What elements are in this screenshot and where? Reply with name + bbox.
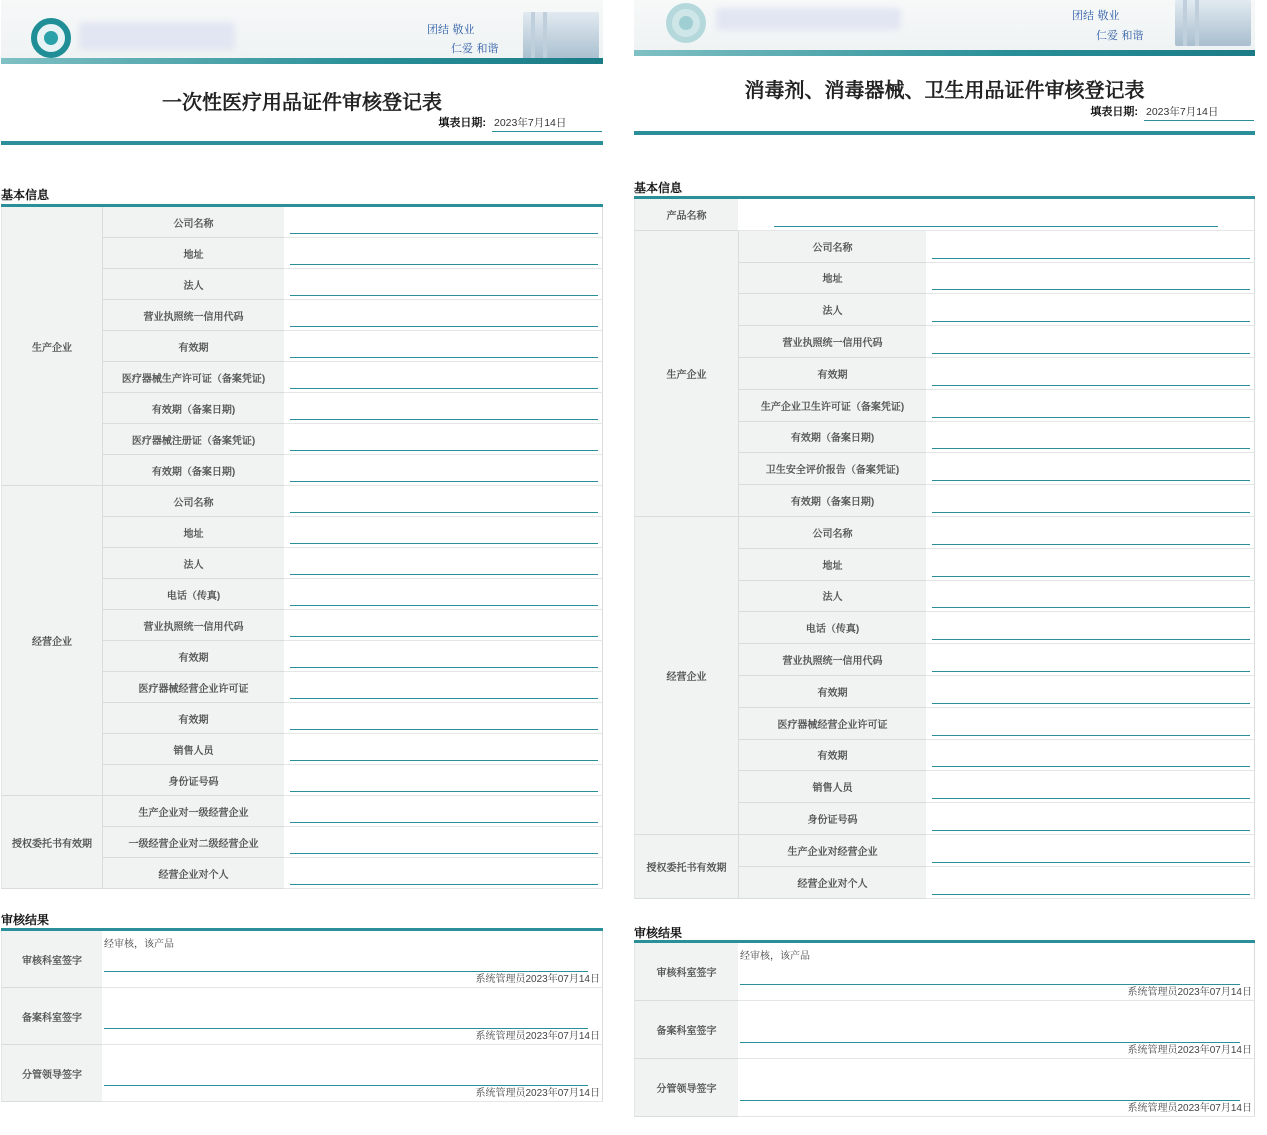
field-input[interactable] xyxy=(926,390,1255,422)
field-input[interactable] xyxy=(284,300,603,331)
field-input[interactable] xyxy=(284,238,603,269)
field-input-line xyxy=(290,481,598,482)
group-label: 经营企业 xyxy=(1,486,102,796)
date-label: 填表日期: xyxy=(438,117,486,129)
field-input[interactable] xyxy=(926,422,1255,454)
field-input[interactable] xyxy=(926,581,1255,613)
field-input[interactable] xyxy=(284,269,603,300)
field-input-line xyxy=(932,766,1250,767)
field-label: 法人 xyxy=(102,548,284,579)
field-input-line xyxy=(290,357,598,358)
section-review-result: 审核结果 xyxy=(634,926,683,940)
review-signature: 系统管理员2023年07月14日 xyxy=(1127,987,1252,998)
section-review-result: 审核结果 xyxy=(1,913,50,927)
field-input[interactable] xyxy=(926,549,1255,581)
field-input-line xyxy=(290,295,598,296)
field-input[interactable] xyxy=(284,393,603,424)
field-label: 营业执照统一信用代码 xyxy=(738,644,926,676)
field-label: 地址 xyxy=(102,517,284,548)
section-basic-info: 基本信息 xyxy=(634,181,683,195)
field-input[interactable] xyxy=(926,771,1255,803)
banner-stripe xyxy=(634,50,1255,56)
review-field[interactable] xyxy=(102,931,603,988)
field-input-line xyxy=(290,667,598,668)
field-label: 生产企业卫生许可证（备案凭证) xyxy=(738,390,926,422)
field-input-line xyxy=(290,543,598,544)
field-input-line xyxy=(932,385,1250,386)
field-input[interactable] xyxy=(926,453,1255,485)
field-input-line xyxy=(290,512,598,513)
title-separator xyxy=(1,141,603,145)
field-input-line xyxy=(290,698,598,699)
field-input[interactable] xyxy=(926,231,1255,263)
field-label: 有效期（备案日期) xyxy=(102,393,284,424)
field-input[interactable] xyxy=(926,740,1255,772)
field-input[interactable] xyxy=(284,455,603,486)
field-label: 公司名称 xyxy=(102,207,284,238)
field-input[interactable] xyxy=(926,676,1255,708)
field-input-line xyxy=(932,417,1250,418)
field-input-line xyxy=(290,791,598,792)
review-signature: 系统管理员2023年07月14日 xyxy=(1127,1103,1252,1114)
field-label: 有效期（备案日期) xyxy=(738,485,926,517)
review-field[interactable] xyxy=(102,1045,603,1102)
field-input-line xyxy=(932,512,1250,513)
review-signature: 系统管理员2023年07月14日 xyxy=(1127,1045,1252,1056)
field-input[interactable] xyxy=(284,548,603,579)
field-label: 公司名称 xyxy=(738,231,926,263)
review-field[interactable] xyxy=(738,1059,1255,1117)
blurred-hospital-name xyxy=(79,22,235,50)
form-title: 消毒剂、消毒器械、卫生用品证件审核登记表 xyxy=(744,78,1145,102)
field-input[interactable] xyxy=(926,835,1255,867)
field-label: 法人 xyxy=(738,294,926,326)
review-field[interactable] xyxy=(102,988,603,1045)
field-label: 有效期 xyxy=(102,703,284,734)
field-label: 经营企业对个人 xyxy=(102,858,284,889)
field-label: 电话（传真) xyxy=(738,612,926,644)
field-label: 有效期 xyxy=(102,641,284,672)
date-row xyxy=(1090,103,1254,121)
review-field[interactable] xyxy=(738,943,1255,1001)
field-label: 身份证号码 xyxy=(738,803,926,835)
field-label: 地址 xyxy=(738,549,926,581)
field-label: 有效期（备案日期) xyxy=(738,422,926,454)
field-label: 医疗器械生产许可证（备案凭证) xyxy=(102,362,284,393)
header-banner xyxy=(1,0,603,64)
hospital-building-image xyxy=(1175,0,1251,46)
field-input[interactable] xyxy=(926,803,1255,835)
field-input-line xyxy=(932,703,1250,704)
blurred-hospital-name xyxy=(716,8,901,30)
field-label: 医疗器械注册证（备案凭证) xyxy=(102,424,284,455)
field-input-line xyxy=(290,605,598,606)
field-input-line xyxy=(932,544,1250,545)
field-input[interactable] xyxy=(284,517,603,548)
field-label: 营业执照统一信用代码 xyxy=(738,326,926,358)
hospital-logo-icon xyxy=(666,3,706,43)
field-input-line xyxy=(290,636,598,637)
form-title: 一次性医疗用品证件审核登记表 xyxy=(162,90,442,114)
field-input[interactable] xyxy=(284,610,603,641)
review-comment-text: 经审核，该产品 xyxy=(740,951,810,962)
field-input-line xyxy=(932,576,1250,577)
title-separator xyxy=(634,131,1255,135)
field-label: 营业执照统一信用代码 xyxy=(102,300,284,331)
field-label: 有效期 xyxy=(738,740,926,772)
review-signature-label: 分管领导签字 xyxy=(634,1059,738,1117)
field-input[interactable] xyxy=(926,517,1255,549)
motto-line1: 团结 敬业 xyxy=(427,23,475,36)
field-input-line xyxy=(932,830,1250,831)
field-label: 医疗器械经营企业许可证 xyxy=(738,708,926,740)
basic-info-table xyxy=(1,204,603,890)
field-label: 生产企业对一级经营企业 xyxy=(102,796,284,827)
review-comment-text: 经审核，该产品 xyxy=(104,939,174,950)
group-label: 授权委托书有效期 xyxy=(634,835,738,899)
review-table xyxy=(1,928,603,1130)
field-label: 法人 xyxy=(102,269,284,300)
review-signature: 系统管理员2023年07月14日 xyxy=(475,1088,600,1099)
product-name-input-line xyxy=(774,226,1218,227)
field-input[interactable] xyxy=(926,294,1255,326)
date-input[interactable]: 2023年7月14日 xyxy=(1144,104,1254,121)
field-input[interactable] xyxy=(284,362,603,393)
field-input-line xyxy=(290,450,598,451)
field-input[interactable] xyxy=(284,486,603,517)
group-label: 经营企业 xyxy=(634,517,738,835)
hospital-logo-icon xyxy=(31,18,71,58)
date-row xyxy=(438,114,602,132)
motto-line2: 仁爱 和谐 xyxy=(1096,29,1144,42)
review-signature-label: 审核科室签字 xyxy=(1,931,102,988)
field-input-line xyxy=(932,353,1250,354)
field-input-line xyxy=(932,321,1250,322)
basic-info-table xyxy=(634,196,1255,903)
review-signature-label: 备案科室签字 xyxy=(634,1001,738,1059)
field-label: 身份证号码 xyxy=(102,765,284,796)
field-label: 电话（传真) xyxy=(102,579,284,610)
field-input-line xyxy=(932,289,1250,290)
field-label: 地址 xyxy=(102,238,284,269)
field-input[interactable] xyxy=(926,644,1255,676)
field-label: 地址 xyxy=(738,263,926,295)
field-input-line xyxy=(290,264,598,265)
field-input[interactable] xyxy=(284,579,603,610)
field-input[interactable] xyxy=(926,867,1255,899)
field-label: 医疗器械经营企业许可证 xyxy=(102,672,284,703)
field-label: 经营企业对个人 xyxy=(738,867,926,899)
field-input-line xyxy=(932,607,1250,608)
review-signature: 系统管理员2023年07月14日 xyxy=(475,974,600,985)
field-input[interactable] xyxy=(284,703,603,734)
field-label: 一级经营企业对二级经营企业 xyxy=(102,827,284,858)
field-label: 销售人员 xyxy=(102,734,284,765)
field-label: 有效期 xyxy=(102,331,284,362)
field-input[interactable] xyxy=(926,358,1255,390)
field-input[interactable] xyxy=(284,796,603,827)
field-label: 法人 xyxy=(738,581,926,613)
motto-line2: 仁爱 和谐 xyxy=(451,42,499,55)
field-input-line xyxy=(932,671,1250,672)
group-label: 生产企业 xyxy=(634,231,738,517)
group-label: 授权委托书有效期 xyxy=(1,796,102,889)
field-input-line xyxy=(932,735,1250,736)
field-input-line xyxy=(290,760,598,761)
field-input-line xyxy=(290,574,598,575)
review-field[interactable] xyxy=(738,1001,1255,1059)
field-label: 有效期（备案日期) xyxy=(102,455,284,486)
date-label: 填表日期: xyxy=(1090,106,1138,118)
section-basic-info: 基本信息 xyxy=(1,188,50,202)
hospital-building-image xyxy=(523,12,599,60)
field-input[interactable] xyxy=(284,827,603,858)
field-input[interactable] xyxy=(926,708,1255,740)
review-table xyxy=(634,940,1255,1120)
field-label: 销售人员 xyxy=(738,771,926,803)
product-name-field[interactable] xyxy=(738,199,1255,231)
field-input-line xyxy=(932,798,1250,799)
field-input[interactable] xyxy=(284,331,603,362)
date-input[interactable]: 2023年7月14日 xyxy=(492,115,602,132)
field-label: 营业执照统一信用代码 xyxy=(102,610,284,641)
field-label: 卫生安全评价报告（备案凭证) xyxy=(738,453,926,485)
field-input-line xyxy=(290,233,598,234)
field-input-line xyxy=(290,884,598,885)
review-signature-label: 分管领导签字 xyxy=(1,1045,102,1102)
field-input[interactable] xyxy=(926,263,1255,295)
field-label: 公司名称 xyxy=(102,486,284,517)
field-input[interactable] xyxy=(284,424,603,455)
banner-stripe xyxy=(1,58,603,64)
field-input[interactable] xyxy=(284,207,603,238)
field-input-line xyxy=(290,419,598,420)
field-input-line xyxy=(290,822,598,823)
field-input[interactable] xyxy=(284,734,603,765)
review-signature-label: 审核科室签字 xyxy=(634,943,738,1001)
field-label: 有效期 xyxy=(738,358,926,390)
field-input-line xyxy=(932,448,1250,449)
field-input[interactable] xyxy=(284,858,603,889)
field-input-line xyxy=(290,388,598,389)
header-banner xyxy=(634,0,1255,56)
field-input-line xyxy=(932,639,1250,640)
field-input[interactable] xyxy=(926,326,1255,358)
field-input-line xyxy=(290,326,598,327)
motto-line1: 团结 敬业 xyxy=(1072,9,1120,22)
field-input[interactable] xyxy=(284,765,603,796)
field-input[interactable] xyxy=(284,641,603,672)
field-input-line xyxy=(932,258,1250,259)
field-input[interactable] xyxy=(926,485,1255,517)
field-label: 公司名称 xyxy=(738,517,926,549)
form-disposable-medical-supplies xyxy=(1,0,603,1099)
form-disinfectant-hygiene-products xyxy=(634,0,1255,1114)
field-input[interactable] xyxy=(926,612,1255,644)
field-label: 生产企业对经营企业 xyxy=(738,835,926,867)
field-label: 有效期 xyxy=(738,676,926,708)
field-input-line xyxy=(932,862,1250,863)
product-name-label: 产品名称 xyxy=(634,199,738,231)
field-input-line xyxy=(932,480,1250,481)
field-input-line xyxy=(932,894,1250,895)
field-input-line xyxy=(290,853,598,854)
review-signature-label: 备案科室签字 xyxy=(1,988,102,1045)
group-label: 生产企业 xyxy=(1,207,102,486)
field-input-line xyxy=(290,729,598,730)
field-input[interactable] xyxy=(284,672,603,703)
review-signature: 系统管理员2023年07月14日 xyxy=(475,1031,600,1042)
